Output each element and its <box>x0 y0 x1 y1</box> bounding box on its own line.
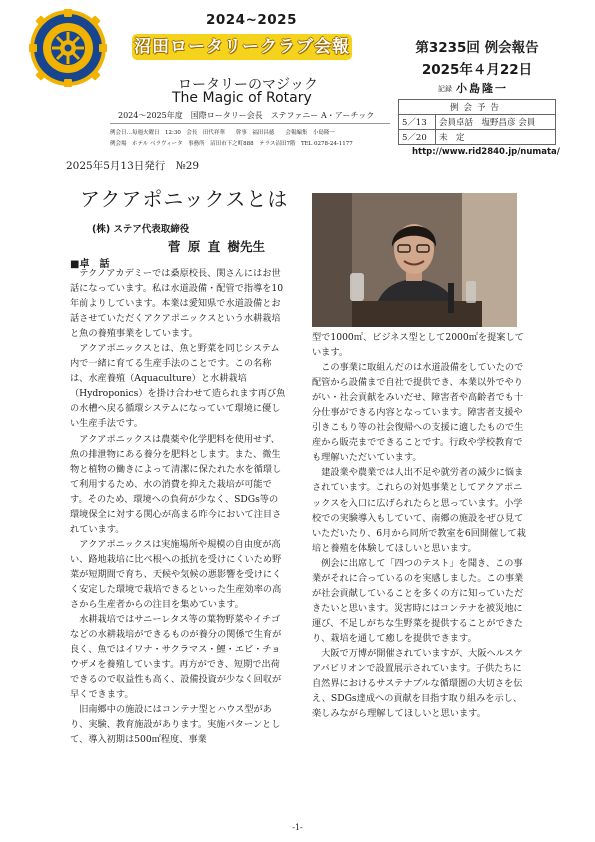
article-paragraph: アクアポニックスは実施場所や規模の自由度が高い、路地栽培に比べ根への抵抗を受けにくいため野菜が短期間で育ち、天候や気候の悪影響を受けにくく安定した環境で栽培できるといった生産効率の高さから生産者からの注目を集めています。 <box>70 538 282 611</box>
meeting-number: 第3235回 例会報告 <box>415 40 539 56</box>
schedule-row <box>399 115 556 130</box>
page-number: -1- <box>292 823 303 832</box>
speaker-company: (株) ステア代表取締役 <box>92 224 190 235</box>
article-paragraph: 例会に出席して「四つのテスト」を聞き、この事業がそれに合っているのを実感しました。この事業が社会貢献していることを多くの方に知っていただきたいと思います。災害時にはコンテナを被災地に運び、不足しがちな生野菜を提供することができたり、栽培を通して癒しを提供できます。 <box>312 557 524 644</box>
article-paragraph: 水耕栽培ではサニーレタス等の葉物野菜やイチゴなどの水耕栽培ができるものが養分の関係で生育が良く、魚ではイワナ・サクラマス・鯉・エビ・チョウザメを養殖しています。再方ができ、短期で出荷できるので収益性も高く、設備投資が少なく回収が早くできます。 <box>70 614 282 701</box>
club-newsletter-title: 沼田ロータリークラブ会報 <box>132 34 352 60</box>
article-column-left <box>70 266 286 748</box>
club-info-line-2: 例会場 ホテル ベラヴィータ 事務所 沼田市下之町888 テラス沼田7階 TEL 0278-24-1177 <box>110 141 353 147</box>
article-paragraph: テクノアカデミーでは桑原校長、関さんにはお世話になっています。私は水道設備・配管で指導を10年前よりしています。本業は愛知県で水道設備とお話させていただくアクアポニックスという水耕栽培と魚の養殖事業をしています。 <box>70 268 284 340</box>
theme-english: The Magic of Rotary <box>172 90 312 106</box>
fiscal-year: 2024~2025 <box>206 12 297 28</box>
speaker-name: 菅 原 直 樹先生 <box>168 239 266 254</box>
section-label: ■卓 話 <box>70 259 110 270</box>
article-paragraph: この事業に取組んだのは水道設備をしていたので配管から設備まで自社で提供でき、本業以外でやりがい・社会貢献をみいだせ、障害者や高齢者でも十分仕事ができる内容となっています。障害者支援や引きこもり等の社会復帰への支援に適したもので生産から販売までできることです。行政や学校教育でも理解いただいています。 <box>312 362 524 464</box>
article-column-right <box>312 330 528 721</box>
article-paragraph: 大阪で万博が開催されていますが、大阪ヘルスケアパビリオンで設置展示されています。子供たちに自然界におけるサステナブルな循環圏の大切さを伝え、SDGs達成への貢献を目指す取り組みを示し、楽しみながら理解してほしいと思います。 <box>312 647 524 720</box>
schedule-event: 会員卓話 塩野昌彦 会員 <box>436 115 556 130</box>
club-website-link[interactable]: http://www.rid2840.jp/numata/ <box>412 147 560 157</box>
issue-date: 2025年5月13日発行 №29 <box>66 160 200 172</box>
article-paragraph: 旧南郷中の施設にはコンテナ型とハウス型があり、実験、教育施設があります。実施パターンとして、導入初期は500㎡程度、事業 <box>70 704 281 746</box>
meeting-schedule-table <box>398 99 556 145</box>
article-paragraph: 型で1000㎡、ビジネス型として2000㎡を提案しています。 <box>312 332 524 359</box>
article-headline: アクアポニックスとは <box>80 187 289 211</box>
speaker-photo <box>312 193 517 327</box>
article-paragraph: アクアポニックスとは、魚と野菜を同じシステム内で一緒に育てる生産手法のことです。この名称は、水産養殖（Aquaculture）と水耕栽培（Hydroponics）を掛け合わせて造られます再び魚の水槽へ戻る循環システムになっていて環境に優しい生産手法です。 <box>70 343 286 430</box>
schedule-date: 5／20 <box>399 130 436 145</box>
recorder-label: 記録 <box>438 85 452 93</box>
article-paragraph: アクアポニックスは農薬や化学肥料を使用せず、魚の排泄物にある養分を肥料とします。また、微生物と植物の働きによって清潔に保たれた水を循環して利用するため、水の消費を抑えた栽培が可能です。そのため、環境への負荷が少なく、SDGs等の環境保全に対する関心が高まる昨今において注目されています。 <box>70 433 282 535</box>
schedule-date: 5／13 <box>399 115 436 130</box>
schedule-row <box>399 130 556 145</box>
club-info-line-1: 例会日…毎週火曜日 12:30 会長 田代祥華 幹事 福田昌徳 会報編集 小島隆一 <box>110 130 335 136</box>
meeting-date: 2025年４月22日 <box>421 62 533 78</box>
header-divider <box>110 123 390 124</box>
theme-japanese: ロータリーのマジック <box>178 77 318 93</box>
recorder-name: 小島隆一 <box>456 82 508 95</box>
rotary-logo-icon <box>28 8 108 88</box>
schedule-event: 未 定 <box>436 130 556 145</box>
schedule-caption: 例会予告 <box>399 100 556 115</box>
article-paragraph: 建設業や農業では人出不足や就労者の減少に悩まされています。これらの対処事業としてアクアポニックスを入口に広げられたらと思っています。小学校での実験導入もしていて、南郷の施設をぜひ見ていただいたり、6月から同所で教室を6回開催して栽培と養殖を体験してほしいと思います。 <box>312 467 526 554</box>
ri-president-line: 2024〜2025年度 国際ロータリー会長 ステファニー A・アーチック <box>118 111 375 120</box>
report-box <box>398 28 556 96</box>
